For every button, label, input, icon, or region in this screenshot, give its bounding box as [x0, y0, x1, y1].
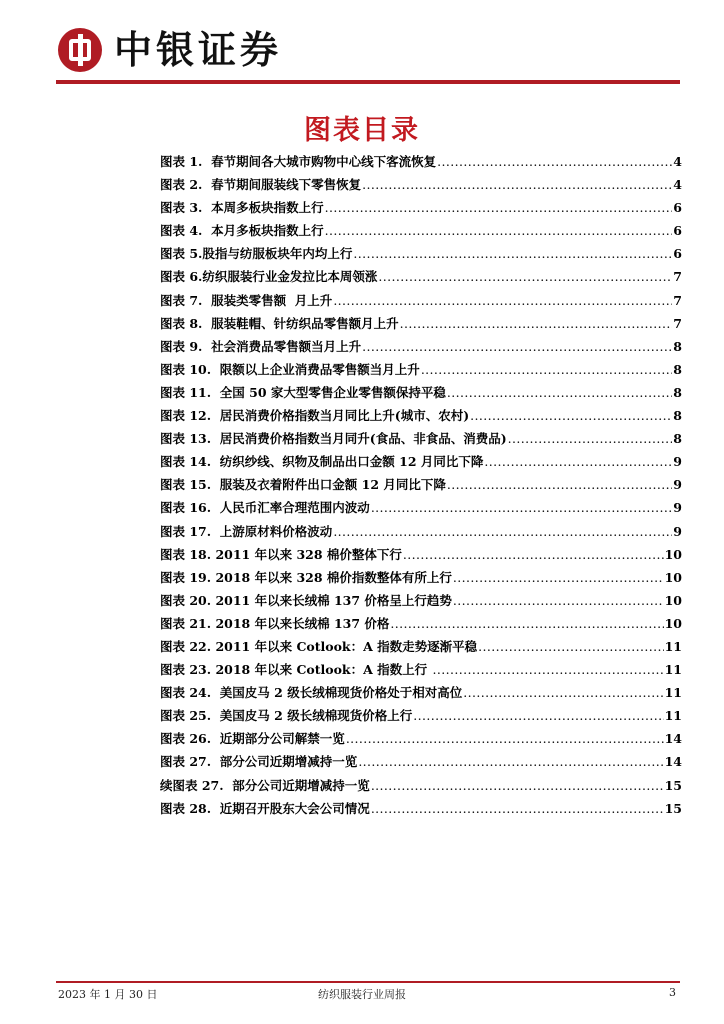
toc-entry[interactable] — [160, 265, 682, 288]
toc-dot-leader — [333, 520, 672, 543]
toc-entry-page: 9 — [673, 500, 682, 516]
toc-dot-leader — [371, 496, 672, 519]
toc-entry-label: 图表 28. 近期召开股东大会公司情况 — [160, 800, 370, 816]
toc-entry-label: 图表 10. 限额以上企业消费品零售额当月上升 — [160, 361, 420, 377]
toc-dot-leader — [400, 312, 673, 335]
toc-list — [160, 150, 682, 820]
toc-entry-page: 8 — [673, 338, 682, 354]
toc-entry-label: 图表 23. 2018 年以来 Cotlook：A 指数上行 — [160, 662, 432, 678]
toc-entry[interactable] — [160, 473, 682, 496]
toc-dot-leader — [346, 727, 664, 750]
toc-entry[interactable] — [160, 797, 682, 820]
toc-entry-label: 图表 17. 上游原材料价格波动 — [160, 523, 333, 539]
toc-dot-leader — [353, 242, 672, 265]
toc-dot-leader — [447, 473, 672, 496]
toc-entry-label: 图表 3. 本周多板块指数上行 — [160, 200, 324, 216]
toc-dot-leader — [413, 704, 663, 727]
toc-entry-page: 4 — [673, 177, 682, 193]
toc-entry-label: 图表 24. 美国皮马 2 级长绒棉现货价格处于相对高位 — [160, 685, 463, 701]
toc-entry[interactable] — [160, 173, 682, 196]
toc-entry-label: 图表 16. 人民币汇率合理范围内波动 — [160, 500, 370, 516]
toc-entry-label: 图表 7. 服装类零售额 月上升 — [160, 292, 333, 308]
toc-entry-label: 图表 8. 服装鞋帽、针纺织品零售额月上升 — [160, 315, 399, 331]
toc-entry-page: 10 — [664, 546, 682, 562]
toc-entry[interactable] — [160, 358, 682, 381]
toc-entry[interactable] — [160, 150, 682, 173]
toc-entry[interactable] — [160, 681, 682, 704]
toc-entry[interactable] — [160, 543, 682, 566]
toc-entry-page: 6 — [673, 223, 682, 239]
toc-dot-leader — [371, 797, 664, 820]
toc-entry-page: 7 — [673, 269, 682, 285]
toc-entry-label: 图表 20. 2011 年以来长绒棉 137 价格呈上行趋势 — [160, 592, 452, 608]
toc-dot-leader — [437, 150, 672, 173]
toc-entry[interactable] — [160, 496, 682, 519]
toc-entry[interactable] — [160, 427, 682, 450]
toc-entry-label: 图表 21. 2018 年以来长绒棉 137 价格 — [160, 615, 390, 631]
toc-entry-page: 10 — [664, 615, 682, 631]
toc-entry-label: 图表 6.纺织服装行业金发拉比本周领涨 — [160, 269, 378, 285]
toc-dot-leader — [508, 427, 673, 450]
toc-entry-page: 15 — [664, 800, 682, 816]
toc-entry-page: 9 — [673, 523, 682, 539]
toc-entry[interactable] — [160, 289, 682, 312]
toc-entry-label: 图表 1. 春节期间各大城市购物中心线下客流恢复 — [160, 154, 437, 169]
toc-dot-leader — [362, 335, 672, 358]
toc-entry-label: 图表 4. 本月多板块指数上行 — [160, 223, 324, 239]
toc-entry-page: 10 — [664, 569, 682, 585]
footer-rule — [56, 981, 680, 983]
toc-entry[interactable] — [160, 635, 682, 658]
toc-dot-leader — [371, 774, 664, 797]
toc-entry-page: 10 — [664, 592, 682, 608]
brand-name: 中银证券 — [114, 28, 283, 72]
toc-entry[interactable] — [160, 381, 682, 404]
toc-dot-leader — [484, 450, 672, 473]
toc-dot-leader — [421, 358, 672, 381]
toc-entry-label: 图表 14. 纺织纱线、织物及制品出口金额 12 月同比下降 — [160, 454, 484, 470]
toc-dot-leader — [403, 543, 664, 566]
toc-entry-label: 图表 13. 居民消费价格指数当月同升(食品、非食品、消费品) — [160, 431, 507, 447]
toc-entry[interactable] — [160, 242, 682, 265]
toc-dot-leader — [325, 219, 673, 242]
toc-entry-page: 9 — [673, 454, 682, 470]
toc-entry-page: 7 — [673, 315, 682, 331]
toc-entry[interactable] — [160, 774, 682, 797]
toc-entry-page: 6 — [673, 246, 682, 262]
toc-entry[interactable] — [160, 727, 682, 750]
toc-entry[interactable] — [160, 750, 682, 773]
logo-bar — [78, 34, 83, 66]
toc-entry-label: 图表 19. 2018 年以来 328 棉价指数整体有所上行 — [160, 569, 452, 585]
toc-entry[interactable] — [160, 566, 682, 589]
toc-entry[interactable] — [160, 219, 682, 242]
toc-dot-leader — [325, 196, 673, 219]
toc-entry-page: 6 — [673, 200, 682, 216]
toc-entry-label: 图表 22. 2011 年以来 Cotlook：A 指数走势逐渐平稳 — [160, 638, 478, 654]
header-rule — [56, 80, 680, 84]
toc-entry[interactable] — [160, 520, 682, 543]
toc-entry-page: 11 — [664, 638, 682, 654]
toc-entry[interactable] — [160, 196, 682, 219]
toc-entry-label: 续图表 27. 部分公司近期增减持一览 — [160, 777, 370, 793]
toc-entry-page: 11 — [664, 708, 682, 724]
toc-entry[interactable] — [160, 312, 682, 335]
toc-entry[interactable] — [160, 658, 682, 681]
footer-report-name: 纺织服装行业周报 — [318, 988, 406, 1001]
toc-dot-leader — [453, 589, 664, 612]
toc-dot-leader — [390, 612, 663, 635]
toc-entry[interactable] — [160, 589, 682, 612]
toc-entry-label: 图表 11. 全国 50 家大型零售企业零售额保持平稳 — [160, 384, 446, 400]
toc-dot-leader — [447, 381, 672, 404]
footer-date: 2023 年 1 月 30 日 — [58, 988, 158, 1001]
footer-page-number: 3 — [669, 986, 676, 999]
toc-entry-page: 8 — [673, 431, 682, 447]
toc-entry-label: 图表 18. 2011 年以来 328 棉价整体下行 — [160, 546, 402, 562]
toc-entry-label: 图表 12. 居民消费价格指数当月同比上升(城市、农村) — [160, 408, 470, 424]
toc-entry-page: 4 — [673, 154, 682, 169]
toc-entry[interactable] — [160, 704, 682, 727]
toc-entry[interactable] — [160, 404, 682, 427]
toc-entry-label: 图表 26. 近期部分公司解禁一览 — [160, 731, 345, 747]
toc-entry-label: 图表 15. 服装及衣着附件出口金额 12 月同比下降 — [160, 477, 446, 493]
toc-entry-page: 14 — [664, 754, 682, 770]
toc-entry-page: 7 — [673, 292, 682, 308]
toc-entry-page: 15 — [664, 777, 682, 793]
toc-dot-leader — [478, 635, 663, 658]
toc-dot-leader — [470, 404, 672, 427]
toc-dot-leader — [358, 750, 663, 773]
toc-entry-page: 8 — [673, 384, 682, 400]
toc-entry-page: 8 — [673, 361, 682, 377]
toc-dot-leader — [463, 681, 663, 704]
toc-entry-page: 11 — [664, 662, 682, 678]
toc-entry-label: 图表 25. 美国皮马 2 级长绒棉现货价格上行 — [160, 708, 413, 724]
toc-dot-leader — [333, 289, 672, 312]
toc-entry[interactable] — [160, 335, 682, 358]
toc-entry[interactable] — [160, 450, 682, 473]
toc-entry-page: 11 — [664, 685, 682, 701]
toc-dot-leader — [433, 658, 664, 681]
toc-entry-page: 8 — [673, 408, 682, 424]
toc-entry-label: 图表 2. 春节期间服装线下零售恢复 — [160, 177, 362, 193]
toc-dot-leader — [453, 566, 664, 589]
toc-entry-page: 9 — [673, 477, 682, 493]
page-title: 图表目录 — [304, 115, 420, 146]
toc-entry-label: 图表 9. 社会消费品零售额当月上升 — [160, 338, 362, 354]
toc-entry-label: 图表 27. 部分公司近期增减持一览 — [160, 754, 358, 770]
toc-dot-leader — [378, 265, 672, 288]
toc-dot-leader — [362, 173, 672, 196]
toc-entry-label: 图表 5.股指与纺服板块年内均上行 — [160, 246, 353, 262]
toc-entry[interactable] — [160, 612, 682, 635]
bank-of-china-logo-icon — [58, 28, 102, 72]
toc-entry-page: 14 — [664, 731, 682, 747]
